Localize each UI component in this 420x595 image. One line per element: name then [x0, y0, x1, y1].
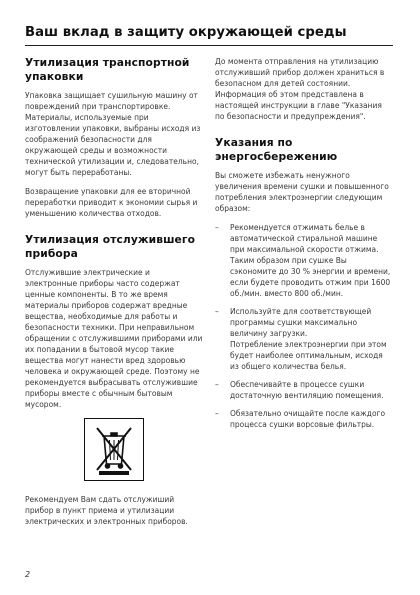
paragraph-energy-intro: Вы сможете избежать ненужного увеличения времени сушки и повышенного потребления электроэнергии следующим образом:: [215, 171, 389, 213]
list-item: [215, 306, 393, 372]
list-item-text: Рекомендуется отжимать белье в автоматической стиральной машине при максимальной скорости отжима.: [230, 223, 379, 254]
list-item: [215, 379, 393, 401]
section-heading-disposal: Утилизация отслужившего прибора: [25, 233, 196, 260]
page-number: 2: [25, 570, 31, 579]
section-heading-energy: Указания по энергосбережению: [215, 136, 338, 163]
title-rule: [25, 45, 393, 46]
crossed-out-wheelie-bin-icon: [84, 418, 144, 481]
left-column: [25, 56, 203, 535]
paragraph-disposal-1: Отслужившие электрические и электронные приборы часто содержат ценные компоненты. В то же время материалы приборов содержат вредные вещества, необходимые для работы и безопасности техники. При неправильном обращении с отслужившими приборами или их попадании в бытовой мусор такие вещества могут нанести вред здоровью человека и окружающей среде. Поэтому не рекомендуется выбрасывать отслужившие приборы вместе с обычным бытовым мусором.: [25, 268, 203, 409]
list-item-subtext: Потребление электроэнергии при этом будет наиболее оптимальным, исходя из общего количества белья.: [230, 340, 387, 371]
list-item-text: Обязательно очищайте после каждого процесса сушки ворсовые фильтры.: [230, 409, 386, 429]
energy-tips-list: [215, 222, 393, 430]
list-item: [215, 408, 393, 430]
paragraph-packaging-2: Возвращение упаковки для ее вторичной переработки приводит к экономии сырья и уменьшению количества отходов.: [25, 187, 198, 218]
list-item-subtext: Таким образом при сушке Вы сэкономите до 30 % энергии и времени, если будете проводить отжим при 1600 об./мин. вместо 800 об./мин.: [230, 256, 391, 298]
list-item-text: Используйте для соответствующей программы сушки максимально величину загрузки.: [230, 307, 372, 338]
page-title: Ваш вклад в защиту окружающей среды: [25, 25, 347, 40]
right-column: [215, 56, 393, 437]
paragraph-disposal-2: Рекомендуем Вам сдать отслужиший прибор в пункт приема и утилизации электрических и электронных приборов.: [25, 495, 188, 526]
list-item: [215, 222, 393, 299]
section-heading-packaging: Утилизация транспортной упаковки: [25, 56, 190, 83]
paragraph-storage: До момента отправления на утилизацию отслуживший прибор должен храниться в безопасном для детей состоянии. Информация об этом представлена в настоящей инструкции в главе "Указания по безопасности и предупреждения".: [215, 57, 385, 121]
list-item-text: Обеспечивайте в процессе сушки достаточную вентиляцию помещения.: [230, 380, 384, 400]
paragraph-packaging-1: Упаковка защищает сушильную машину от повреждений при транспортировке. Материалы, используемые при изготовлении упаковки, выбраны исходя из соображений безопасности для окружающей среды и возможности технической утилизации и, следовательно, могут быть переработаны.: [25, 91, 201, 177]
